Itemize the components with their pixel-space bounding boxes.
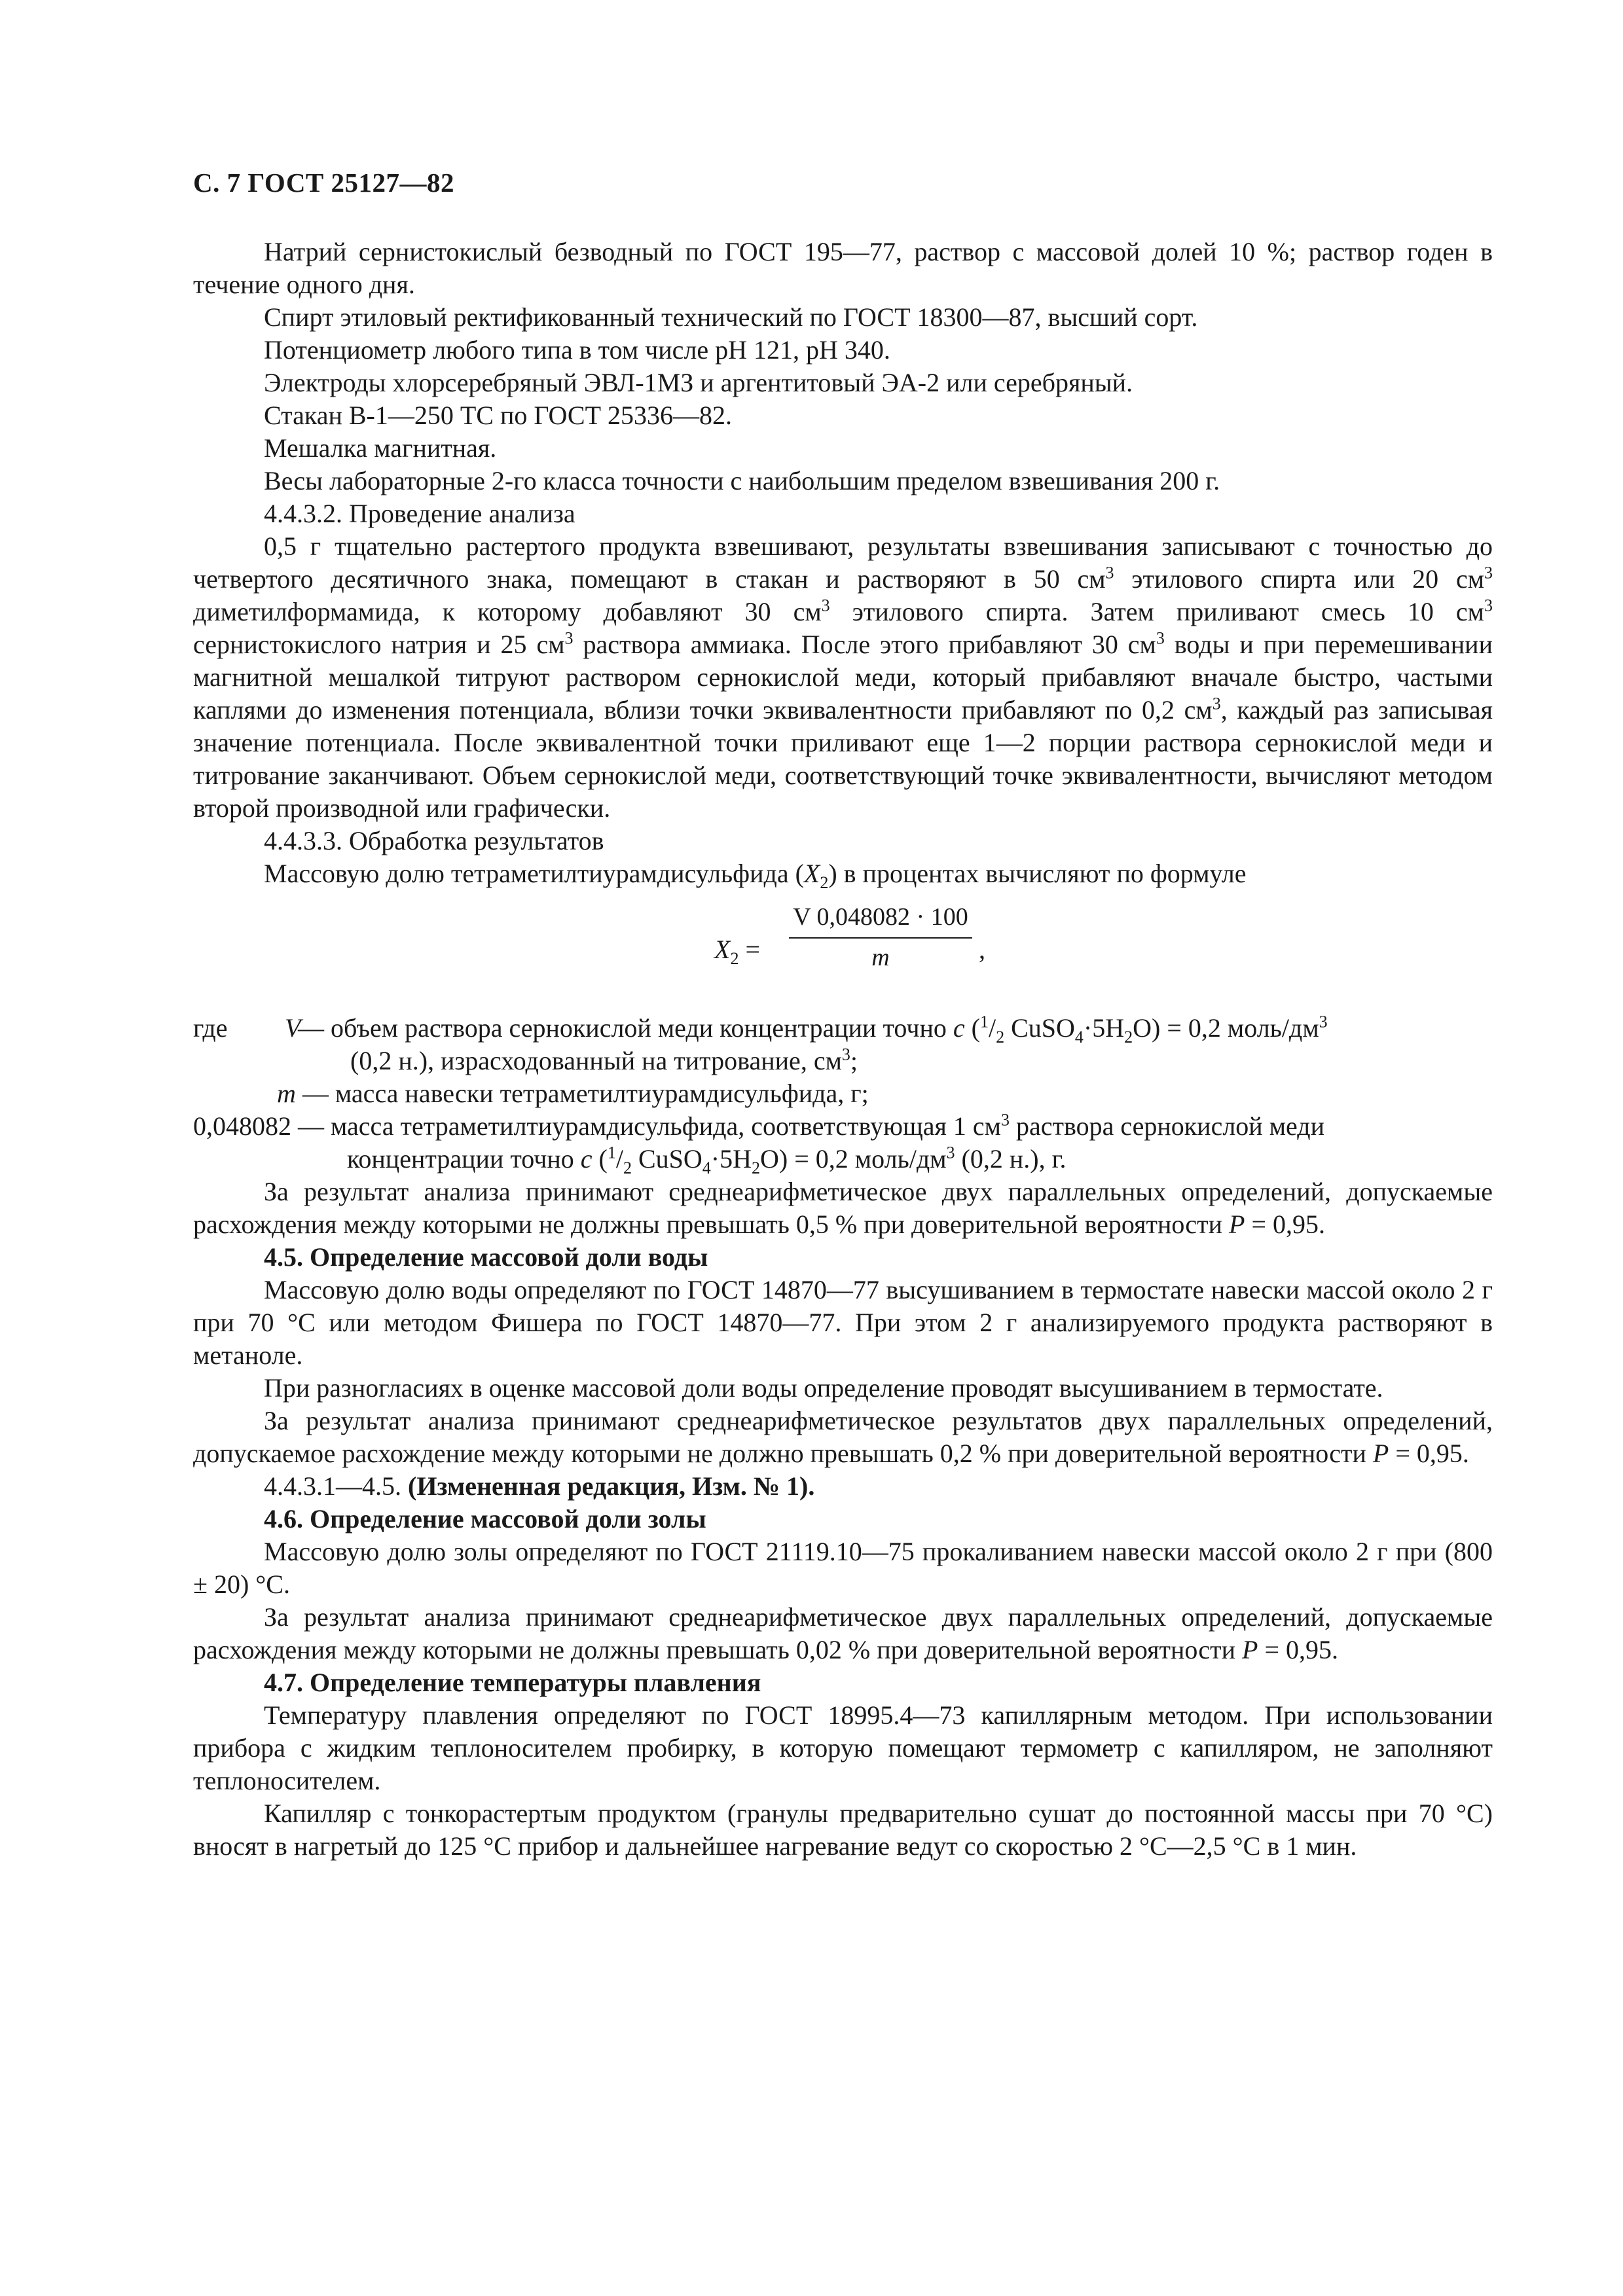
subsection-heading-processing: 4.4.3.3. Обработка результатов <box>264 826 604 855</box>
variable-definitions <box>193 1012 1493 1175</box>
formula-denominator: m <box>871 944 890 971</box>
formula-comma: , <box>979 935 985 964</box>
page-header: С. 7 ГОСТ 25127—82 <box>193 168 455 198</box>
formula-x2 <box>193 897 1493 1008</box>
section-heading-melting: 4.7. Определение температуры плавления <box>264 1668 761 1697</box>
section-heading-ash: 4.6. Определение массовой доли золы <box>264 1504 706 1534</box>
paragraph-water-result: За результат анализа принимают среднеарифметическое результатов двух параллельных определений, допускаемое расхождение между которыми не должно превышать 0,2 % при доверительной вероятности P = 0,95. <box>193 1406 1493 1468</box>
formula-lhs: $X_2$ = <box>714 935 760 968</box>
paragraph-water-method: Массовую долю воды определяют по ГОСТ 14870—77 высушиванием в термостате навески массой около 2 г при 70 °С или методом Фишера по ГОСТ 14870—77. При этом 2 г анализируемого продукта растворяют в метаноле. <box>193 1275 1493 1370</box>
paragraph-melting-method: Температуру плавления определяют по ГОСТ 18995.4—73 капиллярным методом. При использовании прибора с жидким теплоносителем пробирку, в которую помещают термометр с капилляром, не заполняют теплоносителем. <box>193 1700 1493 1795</box>
formula-fraction-bar <box>789 937 972 939</box>
section-heading-water: 4.5. Определение массовой доли воды <box>264 1242 708 1272</box>
paragraph-sodium-sulfite: Натрий сернистокислый безводный по ГОСТ 195—77, раствор с массовой долей 10 %; раствор годен в течение одного дня. <box>193 237 1493 299</box>
paragraph-scales: Весы лабораторные 2-го класса точности с наибольшим пределом взвешивания 200 г. <box>264 466 1220 495</box>
definition-m: m — масса навески тетраметилтиурамдисульфида, г; <box>277 1079 869 1108</box>
where-label: где <box>193 1013 228 1043</box>
definition-constant: 0,048082 — масса тетраметилтиурамдисульфида, соответствующая 1 $см^3$ раствора сернокислой меди концентрации точно c ($^1/_2$ $CuSO_4\cdot 5H_2O) = 0,2$ моль/$дм^3$ (0,2 н.), г. <box>193 1110 1324 1177</box>
paragraph-potentiometer: Потенциометр любого типа в том числе рН 121, рН 340. <box>264 335 890 365</box>
paragraph-melting-procedure: Капилляр с тонкорастертым продуктом (гранулы предварительно сушат до постоянной массы при 70 °С) вносят в нагретый до 125 °С прибор и дальнейшее нагревание ведут со скоростью 2 °С—2,5 °С в 1 мин. <box>193 1799 1493 1861</box>
paragraph-analysis-procedure: 0,5 г тщательно растертого продукта взвешивают, результаты взвешивания записывают с точностью до четвертого десятичного знака, помещают в стакан и растворяют в 50 $см^3$ этилового спирта или 20 $см^3$ диметилформамида, к которому добавляют 30 $см^3$ этилового спирта. Затем приливают смесь 10 $см^3$ сернистокислого натрия и 25 $см^3$ раствора аммиака. После этого прибавляют 30 $см^3$ воды и при перемешивании магнитной мешалкой титруют раствором сернокислой меди, который прибавляют вначале быстро, частыми каплями до изменения потенциала, вблизи точки эквивалентности прибавляют по 0,2 $см^3$, каждый раз записывая значение потенциала. После эквивалентной точки приливают еще 1—2 порции раствора сернокислой меди и титрование заканчивают. Объем сернокислой меди, соответствующий точке эквивалентности, вычисляют методом второй производной или графически. <box>193 531 1493 823</box>
paragraph-water-dispute: При разногласиях в оценке массовой доли воды определение проводят высушиванием в термостате. <box>264 1373 1383 1403</box>
paragraph-ash-method: Массовую долю золы определяют по ГОСТ 21119.10—75 прокаливанием навески массой около 2 г при (800 ± 20) °С. <box>193 1537 1493 1599</box>
paragraph-electrodes: Электроды хлорсеребряный ЭВЛ-1МЗ и аргентитовый ЭА-2 или серебряный. <box>264 368 1133 397</box>
page-body <box>193 236 1493 1863</box>
paragraph-stirrer: Мешалка магнитная. <box>264 433 497 463</box>
formula-fraction <box>782 901 979 973</box>
paragraph-beaker: Стакан В-1—250 ТС по ГОСТ 25336—82. <box>264 401 732 430</box>
paragraph-result-acceptance: За результат анализа принимают среднеарифметическое двух параллельных определений, допускаемые расхождения между которыми не должны превышать 0,5 % при доверительной вероятности P = 0,95. <box>193 1177 1493 1239</box>
paragraph-processing-intro: Массовую долю тетраметилтиурамдисульфида $(X_2)$ в процентах вычисляют по формуле <box>264 859 1247 892</box>
definition-v: где V — объем раствора сернокислой меди концентрации точно c ($^1/_2$ $CuSO_4\cdot 5H_2O) = 0,2$ моль/$дм^3$ (0,2 н.), израсходованный на титрование, $см^3$; <box>193 1012 1328 1075</box>
formula-numerator: V 0,048082 · 100 <box>793 903 968 931</box>
paragraph-edit-note: 4.4.3.1—4.5. (Измененная редакция, Изм. № 1). <box>264 1471 815 1501</box>
paragraph-ash-result: За результат анализа принимают среднеарифметическое двух параллельных определений, допускаемые расхождения между которыми не должны превышать 0,02 % при доверительной вероятности P = 0,95. <box>193 1602 1493 1664</box>
subsection-heading-analysis: 4.4.3.2. Проведение анализа <box>264 499 575 528</box>
paragraph-ethanol: Спирт этиловый ректификованный технический по ГОСТ 18300—87, высший сорт. <box>264 302 1198 332</box>
